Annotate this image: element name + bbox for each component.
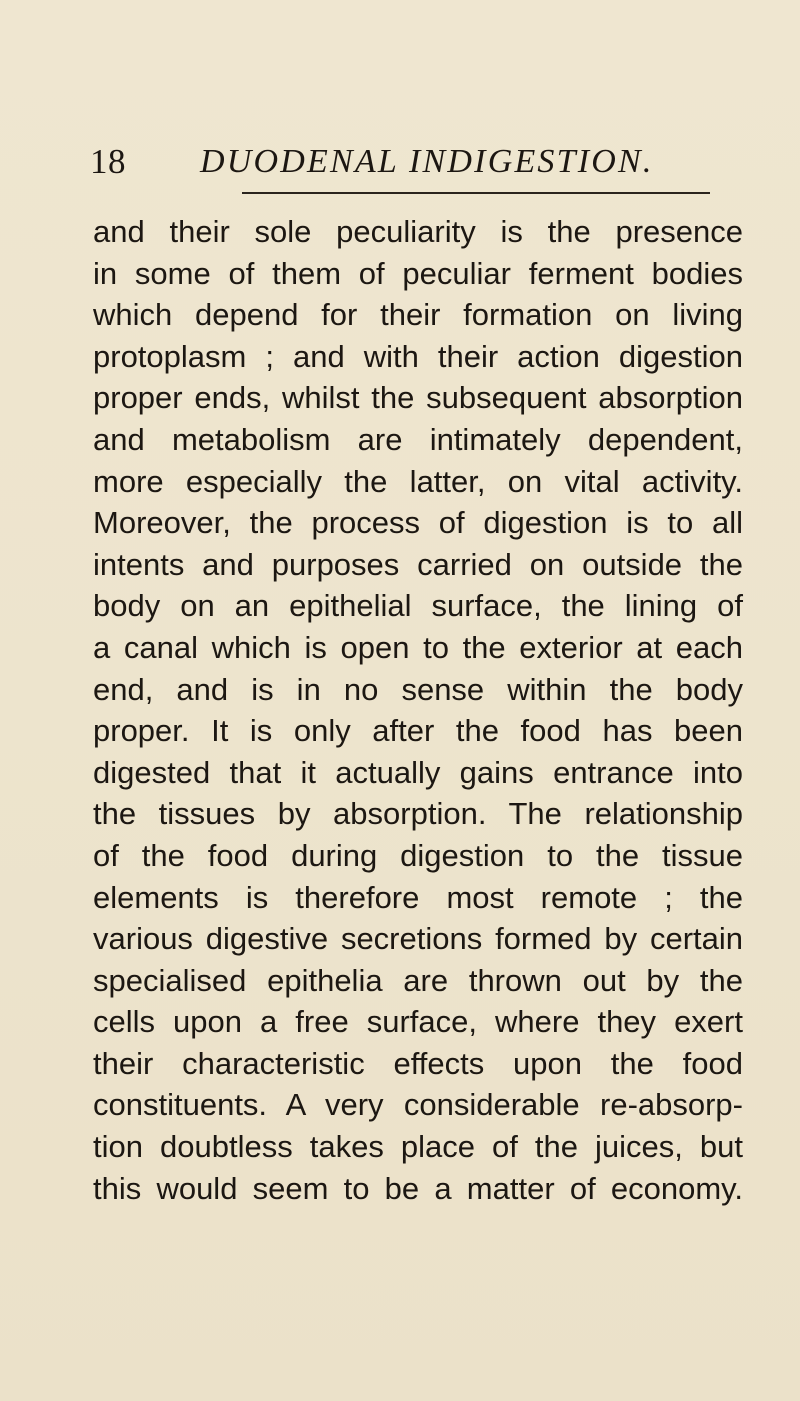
text-line: Moreover, the process of digestion is to all	[93, 505, 743, 541]
text-line: of the food during digestion to the tissue	[93, 837, 743, 873]
text-line: intents and purposes carried on outside the	[93, 546, 743, 582]
page-header	[90, 142, 654, 182]
text-line: this would seem to be a matter of economy.	[93, 1170, 743, 1206]
body-text	[93, 211, 743, 1209]
text-line: cells upon a free surface, where they exert	[93, 1004, 743, 1040]
text-line: in some of them of peculiar ferment bodies	[93, 255, 743, 291]
text-line: which depend for their formation on living	[93, 297, 743, 333]
text-line: protoplasm ; and with their action digestion	[93, 338, 743, 374]
running-title: DUODENAL INDIGESTION.	[200, 143, 654, 180]
text-line: body on an epithelial surface, the lining of	[93, 588, 743, 624]
text-line: various digestive secretions formed by certain	[93, 921, 743, 957]
text-line: and their sole peculiarity is the presence	[93, 214, 743, 249]
text-line: constituents. A very considerable re-absorp-	[93, 1087, 743, 1123]
page-number: 18	[90, 142, 126, 181]
text-line: more especially the latter, on vital activity.	[93, 463, 743, 499]
text-line: tion doubtless takes place of the juices, but	[93, 1129, 743, 1165]
text-line: digested that it actually gains entrance into	[93, 754, 743, 790]
text-line: proper ends, whilst the subsequent absorption	[93, 380, 743, 416]
text-line: specialised epithelia are thrown out by the	[93, 962, 743, 998]
text-line: their characteristic effects upon the food	[93, 1045, 743, 1081]
text-line: and metabolism are intimately dependent,	[93, 421, 743, 457]
header-rule	[242, 192, 710, 194]
text-line: proper. It is only after the food has been	[93, 713, 743, 749]
text-line: elements is therefore most remote ; the	[93, 879, 743, 915]
text-line: a canal which is open to the exterior at each	[93, 629, 743, 665]
text-line: end, and is in no sense within the body	[93, 671, 743, 707]
text-line: the tissues by absorption. The relationship	[93, 796, 743, 832]
